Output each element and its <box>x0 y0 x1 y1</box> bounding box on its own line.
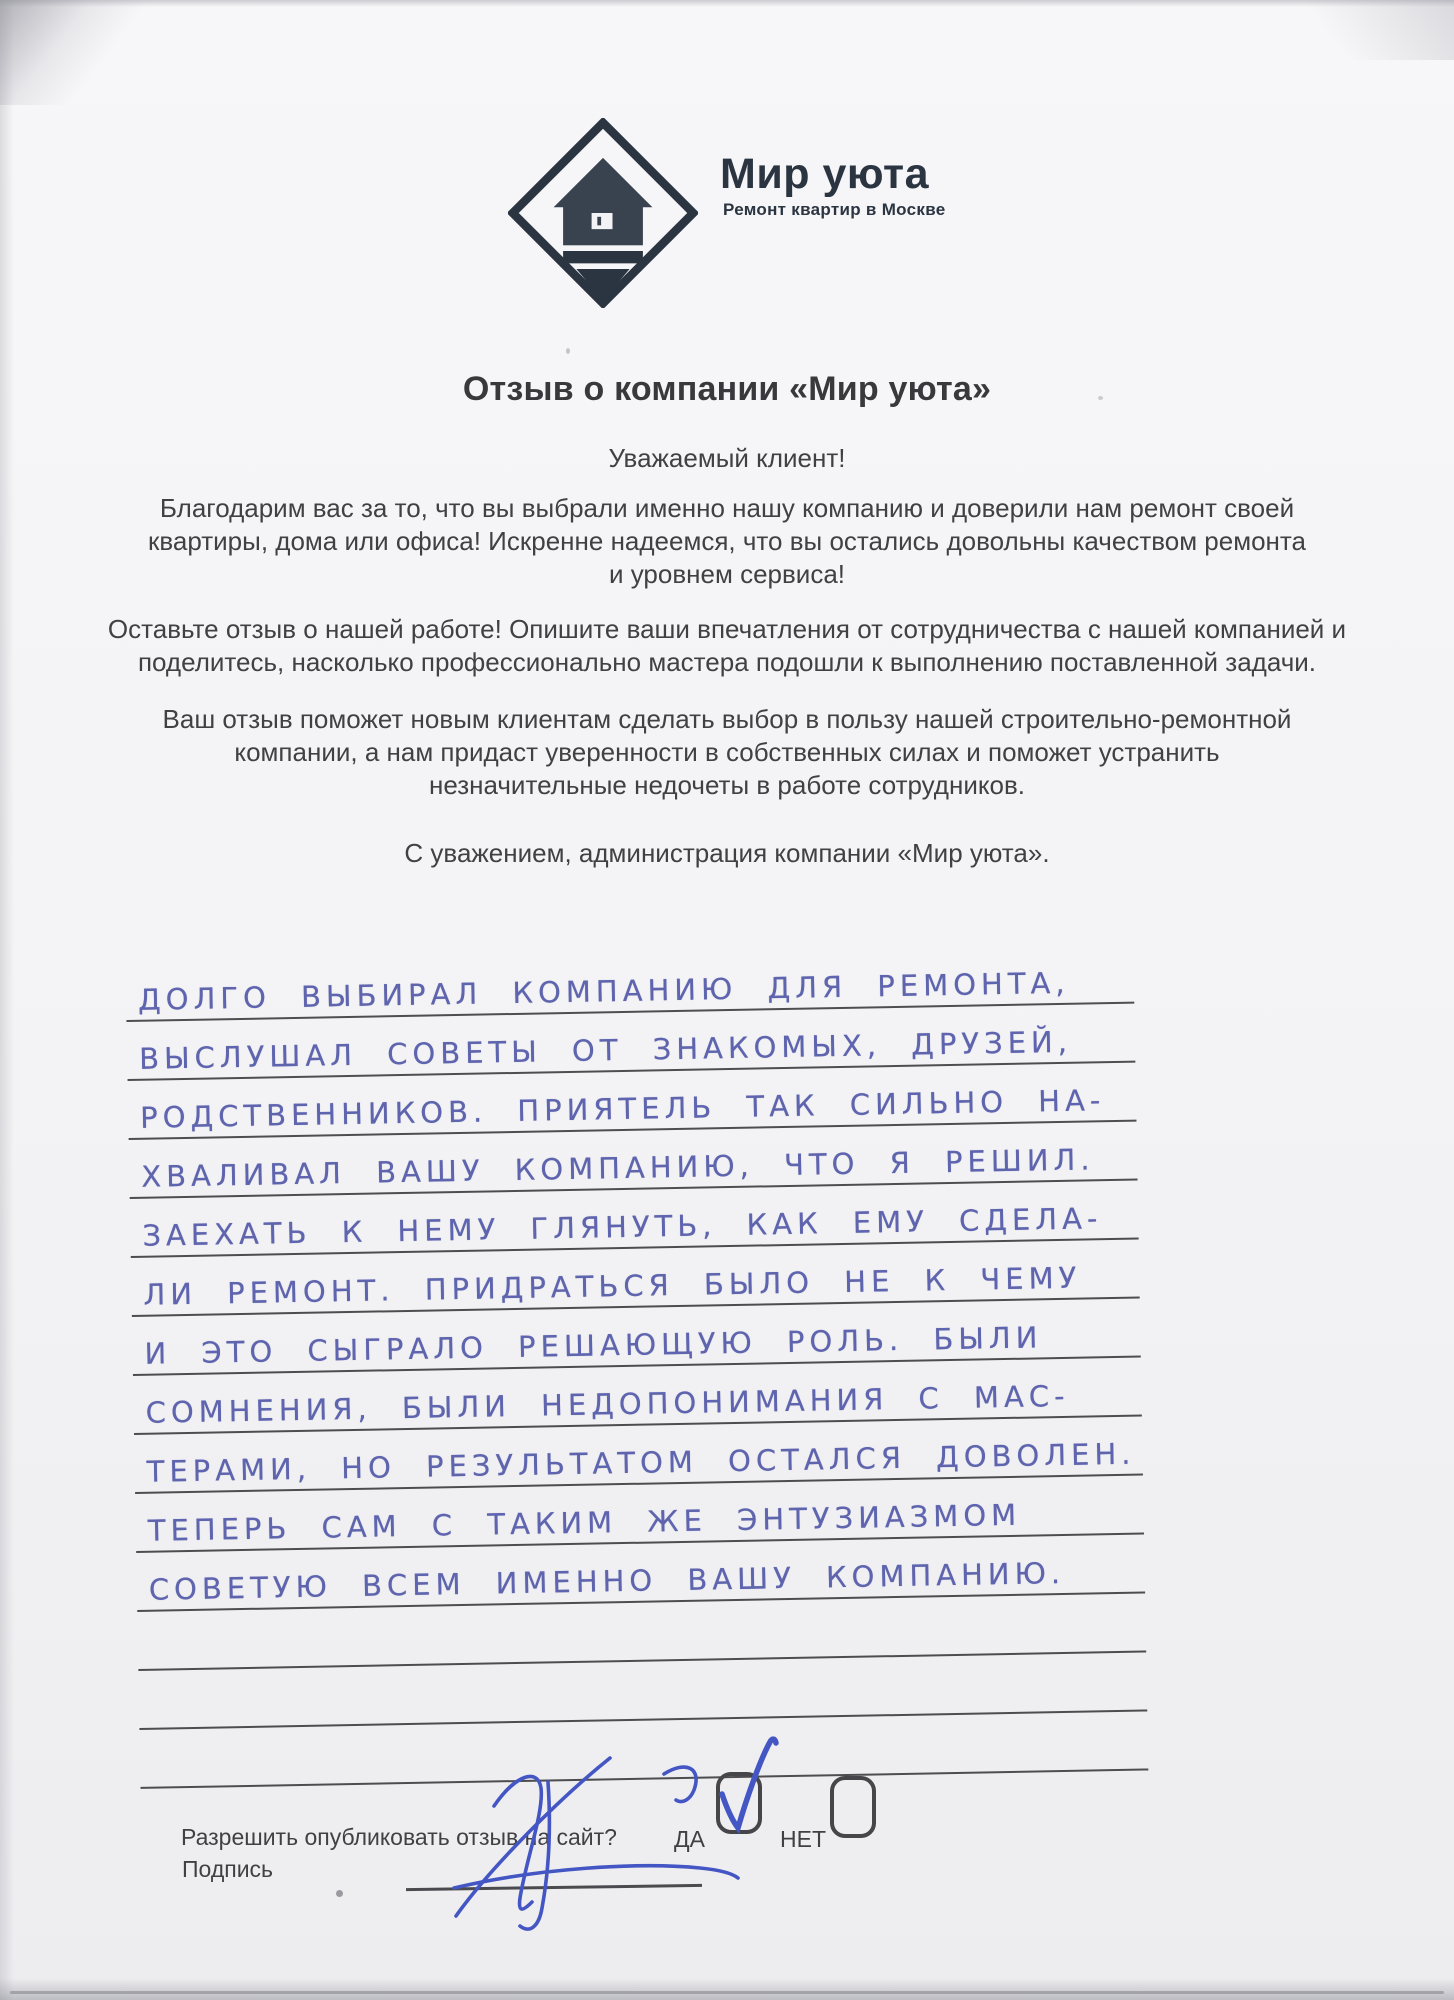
no-checkbox[interactable] <box>830 1776 876 1838</box>
review-line-text: ЗАЕХАТЬ К НЕМУ ГЛЯНУТЬ, КАК ЕМУ СДЕЛА- <box>142 1201 1103 1253</box>
scan-edge-bottom-line <box>10 1991 1444 1994</box>
page-title: Отзыв о компании «Мир уюта» <box>462 370 992 408</box>
scan-shadow-corner-tl <box>0 0 160 105</box>
review-line-text: СОМНЕНИЯ, БЫЛИ НЕДОПОНИМАНИЯ С МАС- <box>145 1378 1070 1430</box>
request-paragraph: Оставьте отзыв о нашей работе! Опишите ваши впечатления от сотрудничества с нашей компанией и поделитесь, насколько профессионально мастера подошли к выполнению поставленной задачи. <box>107 614 1347 677</box>
review-line-text: ВЫСЛУШАЛ СОВЕТЫ ОТ ЗНАКОМЫХ, ДРУЗЕЙ, <box>138 1024 1073 1076</box>
diamond-house-paintbrush-icon <box>508 118 698 308</box>
closing-line: С уважением, администрация компании «Мир уюта». <box>404 838 1050 868</box>
scan-shadow-corner-tr <box>1224 0 1454 60</box>
publish-question-label: Разрешить опубликовать отзыв на сайт? <box>181 1824 617 1850</box>
review-line-text: И ЭТО СЫГРАЛО РЕШАЮЩУЮ РОЛЬ. БЫЛИ <box>144 1320 1043 1371</box>
benefit-paragraph: Ваш отзыв поможет новым клиентам сделать выбор в пользу нашей строительно-ремонтной компании, а нам придаст уверенности в собственных силах и поможет устранить незначительные недочеты в работе сотрудников. <box>162 704 1292 800</box>
review-line-text: ХВАЛИВАЛ ВАШУ КОМПАНИЮ, ЧТО Я РЕШИЛ. <box>141 1142 1095 1194</box>
yes-label: ДА <box>674 1826 705 1852</box>
review-writing-area <box>125 945 1148 1793</box>
company-logo <box>508 118 1068 298</box>
intro-paragraph: Благодарим вас за то, что вы выбрали именно нашу компанию и доверили нам ремонт своей квартиры, дома или офиса! Искренне надеемся, что вы остались довольны качеством ремонта и уровнем сервиса! <box>148 493 1306 589</box>
brand-name: Мир уюта <box>720 150 930 198</box>
scan-edge-bottom <box>0 1978 1454 2000</box>
signature-label: Подпись <box>182 1856 274 1882</box>
review-line-text: ЛИ РЕМОНТ. ПРИДРАТЬСЯ БЫЛО НЕ К ЧЕМУ <box>143 1260 1082 1312</box>
review-line-text: СОВЕТУЮ ВСЕМ ИМЕННО ВАШУ КОМПАНИЮ. <box>148 1555 1066 1607</box>
review-line-text: ДОЛГО ВЫБИРАЛ КОМПАНИЮ ДЛЯ РЕМОНТА, <box>137 965 1070 1017</box>
review-line-text: ТЕРАМИ, НО РЕЗУЛЬТАТОМ ОСТАЛСЯ ДОВОЛЕН. <box>146 1436 1136 1489</box>
scan-edge-left <box>0 0 14 2000</box>
no-label: НЕТ <box>780 1826 826 1852</box>
review-line-text: ТЕПЕРЬ САМ С ТАКИМ ЖЕ ЭНТУЗИАЗМОМ <box>147 1497 1022 1548</box>
paper-speck <box>336 1890 343 1897</box>
scan-edge-top <box>0 0 1454 7</box>
brand-tagline: Ремонт квартир в Москве <box>723 200 946 219</box>
paper-speck <box>566 348 570 354</box>
review-line-text: РОДСТВЕННИКОВ. ПРИЯТЕЛЬ ТАК СИЛЬНО НА- <box>139 1083 1106 1135</box>
signature-scribble <box>398 1740 778 1940</box>
greeting-line: Уважаемый клиент! <box>608 443 846 473</box>
